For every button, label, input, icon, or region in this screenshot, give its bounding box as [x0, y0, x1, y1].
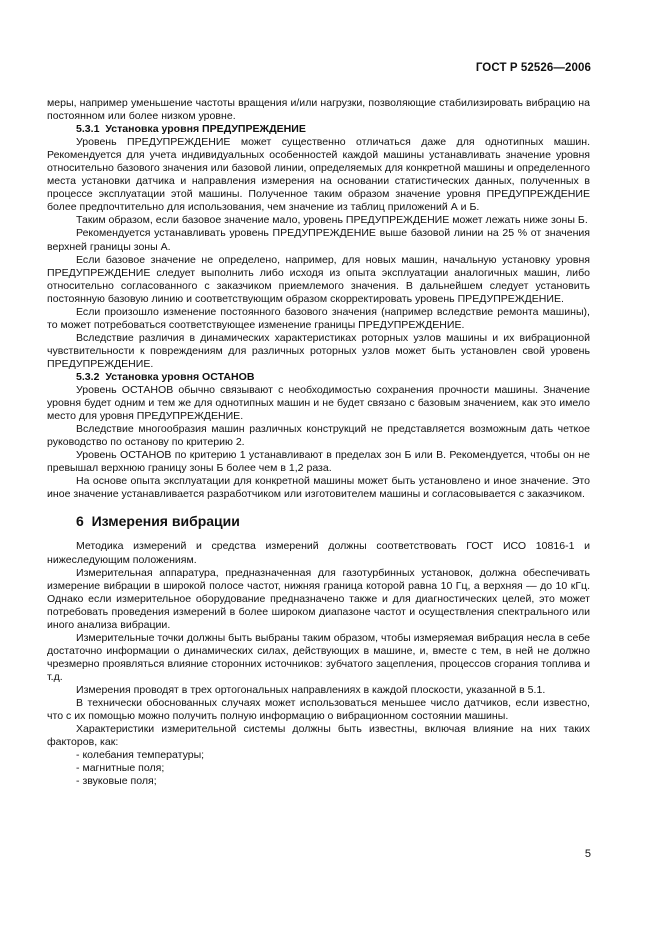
subsection-heading: 5.3.2 Установка уровня ОСТАНОВ	[76, 370, 255, 383]
paragraph: Вследствие различия в динамических характеристиках роторных узлов машины и их вибрационной чувствительности к повреждениям для различных роторных узлов может быть установлен свой уровень ПРЕДУПРЕЖДЕНИЕ.	[47, 331, 590, 370]
paragraph: Вследствие многообразия машин различных конструкций не представляется возможным дать четкое руководство по останову по критерию 2.	[47, 423, 590, 449]
paragraph: меры, например уменьшение частоты вращения и/или нагрузки, позволяющие стабилизировать вибрацию на постоянном или более низком уровне.	[47, 97, 590, 123]
paragraph: Если базовое значение не определено, например, для новых машин, начальную установку уровня ПРЕДУПРЕЖДЕНИЕ следует выполнить либо исходя из опыта эксплуатации аналогичных машин, либо относительно согласованного с заказчиком приемлемого значения. В дальнейшем следует установить постоянную базовую линию и соответствующим образом скорректировать уровень ПРЕДУПРЕЖДЕНИЕ.	[47, 253, 590, 305]
paragraph: Если произошло изменение постоянного базового значения (например вследствие ремонта машины), то может потребоваться соответствующее изменение границы ПРЕДУПРЕЖДЕНИЕ.	[47, 305, 590, 331]
section-heading: 6 Измерения вибрации	[76, 513, 240, 530]
paragraph: Рекомендуется устанавливать уровень ПРЕДУПРЕЖДЕНИЕ выше базовой линии на 25 % от значения верхней границы зоны А.	[47, 227, 590, 253]
list-item: - звуковые поля;	[76, 775, 157, 788]
paragraph: Измерения проводят в трех ортогональных направлениях в каждой плоскости, указанной в 5.1.	[76, 683, 546, 696]
page-body	[47, 97, 590, 788]
paragraph: В технически обоснованных случаях может использоваться меньшее число датчиков, если известно, что с их помощью можно получить полную информацию о вибрационном состоянии машины.	[47, 697, 590, 723]
paragraph: Измерительные точки должны быть выбраны таким образом, чтобы измеряемая вибрация несла в себе достаточно информации о динамических силах, действующих в машине, и, вместе с тем, в ней не должно чрезмерно проявляться влияние сторонних источников: зубчатого зацепления, процессов сгорания топлива и т.д.	[47, 631, 590, 683]
paragraph: Уровень ПРЕДУПРЕЖДЕНИЕ может существенно отличаться даже для однотипных машин. Рекомендуется для учета индивидуальных особенностей каждой машины устанавливать значение уровня относительно базового значения или базовой линии, определяемых для конкретной машины и определенного места установки датчика и направления измерения на основании статистических данных, полученных в процессе эксплуатации этой машины. Полученное таким образом значение уровня ПРЕДУПРЕЖДЕНИЕ более предпочтительно для использования, чем значение из таблиц приложений А и Б.	[47, 136, 591, 214]
paragraph: Уровень ОСТАНОВ обычно связывают с необходимостью сохранения прочности машины. Значение уровня будет одним и тем же для однотипных машин и не будет связано с базовым значением, как это имело место для уровня ПРЕДУПРЕЖДЕНИЕ.	[47, 384, 590, 423]
list-item: - магнитные поля;	[76, 762, 165, 775]
paragraph: Измерительная аппаратура, предназначенная для газотурбинных установок, должна обеспечивать измерение вибрации в широкой полосе частот, нижняя граница которой равна 10 Гц, а верхняя — до 10 кГц. Однако если измерительное оборудование предназначено также и для диагностических целей, это может потребовать проведения измерений в более широком диапазоне частот и осуществления спектрального или иного анализа вибрации.	[47, 566, 590, 631]
subsection-heading: 5.3.1 Установка уровня ПРЕДУПРЕЖДЕНИЕ	[76, 123, 306, 136]
paragraph: Таким образом, если базовое значение мало, уровень ПРЕДУПРЕЖДЕНИЕ может лежать ниже зоны Б.	[76, 214, 588, 227]
paragraph: На основе опыта эксплуатации для конкретной машины может быть установлено и иное значение. Это иное значение устанавливается разработчиком или изготовителем машины и согласовывается с заказчиком.	[47, 475, 590, 501]
paragraph: Характеристики измерительной системы должны быть известны, включая влияние на них таких факторов, как:	[47, 723, 590, 749]
list-item: - колебания температуры;	[76, 749, 205, 762]
standard-number: ГОСТ Р 52526—2006	[475, 62, 591, 74]
page-number: 5	[584, 848, 591, 860]
paragraph: Уровень ОСТАНОВ по критерию 1 устанавливают в пределах зон Б или В. Рекомендуется, чтобы он не превышал верхнюю границу зоны Б более чем в 1,2 раза.	[47, 449, 590, 475]
paragraph: Методика измерений и средства измерений должны соответствовать ГОСТ ИСО 10816-1 и нижеследующим положениям.	[47, 540, 590, 566]
